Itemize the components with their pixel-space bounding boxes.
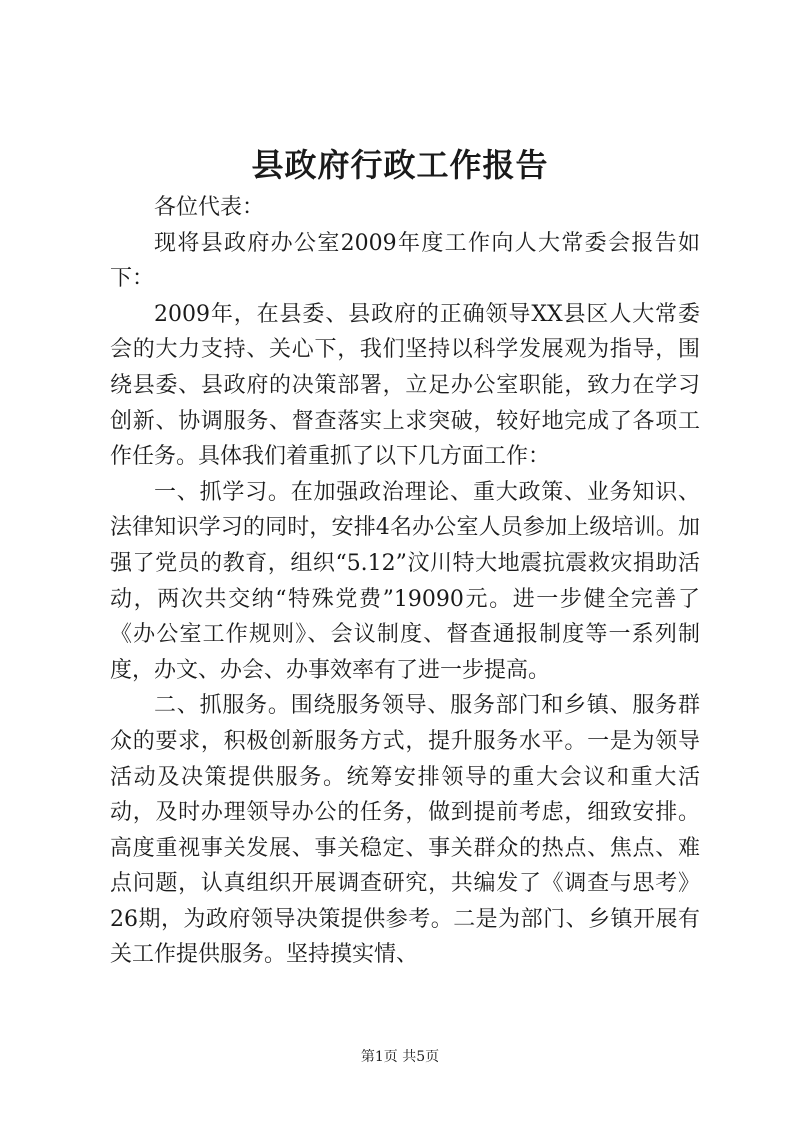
- document-title: 县政府行政工作报告: [251, 146, 549, 184]
- paragraph-intro: 现将县政府办公室2009年度工作向人大常委会报告如下：: [110, 230, 700, 292]
- document-body: [110, 190, 700, 973]
- paragraph-service: 二、抓服务。围绕服务领导、服务部门和乡镇、服务群众的要求，积极创新服务方式，提升服务水平。一是为领导活动及决策提供服务。统筹安排领导的重大会议和重大活动，及时办理领导办公的任务，做到提前考虑，细致安排。高度重视事关发展、事关稳定、事关群众的热点、焦点、难点问题，认真组织开展调查研究，共编发了《调查与思考》26期，为政府领导决策提供参考。二是为部门、乡镇开展有关工作提供服务。坚持摸实情、: [110, 693, 700, 968]
- paragraph-overview: 2009年，在县委、县政府的正确领导XX县区人大常委会的大力支持、关心下，我们坚持以科学发展观为指导，围绕县委、县政府的决策部署，立足办公室职能，致力在学习创新、协调服务、督查落实上求突破，较好地完成了各项工作任务。具体我们着重抓了以下几方面工作：: [110, 301, 700, 470]
- page-number-footer: 第1页 共5页: [360, 1049, 440, 1065]
- paragraph-salutation: 各位代表：: [154, 195, 265, 220]
- paragraph-study: 一、抓学习。在加强政治理论、重大政策、业务知识、法律知识学习的同时，安排4名办公室人员参加上级培训。加强了党员的教育，组织“5.12”汶川特大地震抗震救灾捐助活动，两次共交纳“特殊党费”19090元。进一步健全完善了《办公室工作规则》、会议制度、督查通报制度等一系列制度，办文、办会、办事效率有了进一步提高。: [110, 479, 700, 683]
